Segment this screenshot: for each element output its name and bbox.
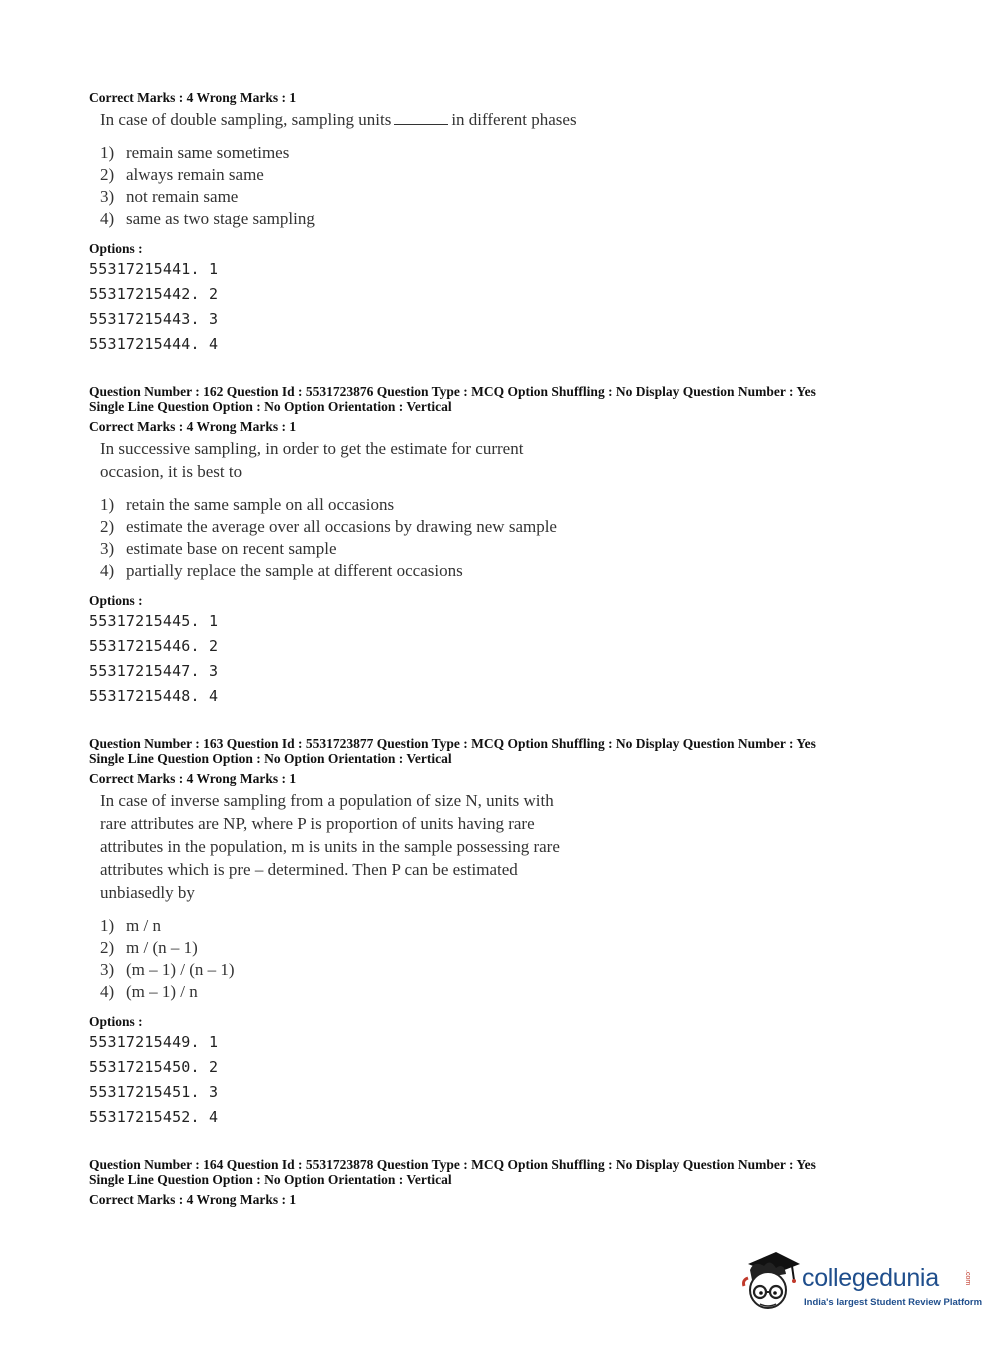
options-label: Options : bbox=[89, 593, 143, 608]
question-option bbox=[100, 538, 949, 560]
question-options bbox=[100, 494, 949, 582]
option-number: 1) bbox=[100, 495, 115, 514]
option-id: 55317215441. 1 bbox=[89, 260, 219, 278]
question-text-line: rare attributes are NP, where P is proportion of units having rare bbox=[100, 814, 535, 833]
option-id: 55317215449. 1 bbox=[89, 1033, 219, 1051]
option-text: estimate the average over all occasions by drawing new sample bbox=[126, 517, 557, 536]
option-id: 55317215445. 1 bbox=[89, 612, 219, 630]
option-id: 55317215451. 3 bbox=[89, 1083, 219, 1101]
question-text bbox=[100, 437, 600, 483]
option-id: 55317215443. 3 bbox=[89, 310, 219, 328]
question-161 bbox=[89, 90, 949, 357]
option-id: 55317215452. 4 bbox=[89, 1108, 219, 1126]
question-163 bbox=[89, 736, 949, 1130]
question-options bbox=[100, 142, 949, 230]
question-options bbox=[100, 915, 949, 1003]
option-number: 2) bbox=[100, 165, 115, 184]
question-option bbox=[100, 494, 949, 516]
question-162 bbox=[89, 384, 949, 709]
question-option bbox=[100, 937, 949, 959]
option-number: 3) bbox=[100, 539, 115, 558]
document-page bbox=[89, 90, 949, 1207]
option-id: 55317215447. 3 bbox=[89, 662, 219, 680]
question-marks: Correct Marks : 4 Wrong Marks : 1 bbox=[89, 90, 297, 105]
question-text-line: occasion, it is best to bbox=[100, 462, 243, 481]
options-label: Options : bbox=[89, 1014, 143, 1029]
option-id: 55317215442. 2 bbox=[89, 285, 219, 303]
question-text-line: attributes which is pre – determined. Then P can be estimated bbox=[100, 860, 518, 879]
question-meta: Single Line Question Option : No Option Orientation : Vertical bbox=[89, 751, 452, 766]
option-number: 1) bbox=[100, 143, 115, 162]
option-text: m / n bbox=[126, 916, 161, 935]
question-option bbox=[100, 186, 949, 208]
option-text: retain the same sample on all occasions bbox=[126, 495, 395, 514]
question-text-part: in different phases bbox=[451, 110, 577, 129]
option-number: 3) bbox=[100, 960, 115, 979]
option-number: 3) bbox=[100, 187, 115, 206]
question-text-part: In case of double sampling, sampling units bbox=[100, 110, 392, 129]
question-option bbox=[100, 915, 949, 937]
question-option bbox=[100, 516, 949, 538]
mascot-icon bbox=[740, 1250, 800, 1316]
question-text-line: attributes in the population, m is units in the sample possessing rare bbox=[100, 837, 560, 856]
question-meta: Question Number : 163 Question Id : 5531723877 Question Type : MCQ Option Shuffling : No Display Question Number : Yes bbox=[89, 736, 816, 751]
question-164 bbox=[89, 1157, 949, 1207]
question-option bbox=[100, 959, 949, 981]
option-number: 4) bbox=[100, 982, 115, 1001]
option-number: 2) bbox=[100, 938, 115, 957]
option-number: 2) bbox=[100, 517, 115, 536]
question-option bbox=[100, 164, 949, 186]
collegedunia-logo[interactable] bbox=[740, 1250, 983, 1316]
option-text: (m – 1) / (n – 1) bbox=[126, 960, 235, 979]
option-text: remain same sometimes bbox=[126, 143, 290, 162]
option-id: 55317215446. 2 bbox=[89, 637, 219, 655]
option-text: always remain same bbox=[126, 165, 264, 184]
option-text: (m – 1) / n bbox=[126, 982, 198, 1001]
question-meta: Single Line Question Option : No Option Orientation : Vertical bbox=[89, 1172, 452, 1187]
option-text: estimate base on recent sample bbox=[126, 539, 337, 558]
question-marks: Correct Marks : 4 Wrong Marks : 1 bbox=[89, 1192, 297, 1207]
options-label: Options : bbox=[89, 241, 143, 256]
question-text-line: unbiasedly by bbox=[100, 883, 195, 902]
option-text: partially replace the sample at different occasions bbox=[126, 561, 463, 580]
option-id: 55317215450. 2 bbox=[89, 1058, 219, 1076]
option-number: 4) bbox=[100, 209, 115, 228]
question-text bbox=[100, 108, 600, 131]
question-option bbox=[100, 208, 949, 230]
question-meta: Question Number : 162 Question Id : 5531723876 Question Type : MCQ Option Shuffling : No Display Question Number : Yes bbox=[89, 384, 816, 399]
question-text-line: In successive sampling, in order to get the estimate for current bbox=[100, 439, 524, 458]
question-option bbox=[100, 142, 949, 164]
blank-line bbox=[394, 110, 448, 125]
option-id: 55317215448. 4 bbox=[89, 687, 219, 705]
question-meta: Question Number : 164 Question Id : 5531723878 Question Type : MCQ Option Shuffling : No Display Question Number : Yes bbox=[89, 1157, 816, 1172]
option-number: 4) bbox=[100, 561, 115, 580]
question-option bbox=[100, 981, 949, 1003]
option-text: not remain same bbox=[126, 187, 239, 206]
option-id: 55317215444. 4 bbox=[89, 335, 219, 353]
question-marks: Correct Marks : 4 Wrong Marks : 1 bbox=[89, 771, 297, 786]
question-text bbox=[100, 789, 600, 904]
logo-wordmark: collegedunia bbox=[802, 1264, 939, 1292]
question-option bbox=[100, 560, 949, 582]
question-text-line: In case of inverse sampling from a population of size N, units with bbox=[100, 791, 554, 810]
question-marks: Correct Marks : 4 Wrong Marks : 1 bbox=[89, 419, 297, 434]
option-text: same as two stage sampling bbox=[126, 209, 315, 228]
option-text: m / (n – 1) bbox=[126, 938, 198, 957]
question-meta: Single Line Question Option : No Option Orientation : Vertical bbox=[89, 399, 452, 414]
option-number: 1) bbox=[100, 916, 115, 935]
logo-tagline: India's largest Student Review Platform bbox=[804, 1297, 983, 1308]
logo-suffix: .com bbox=[964, 1270, 971, 1286]
